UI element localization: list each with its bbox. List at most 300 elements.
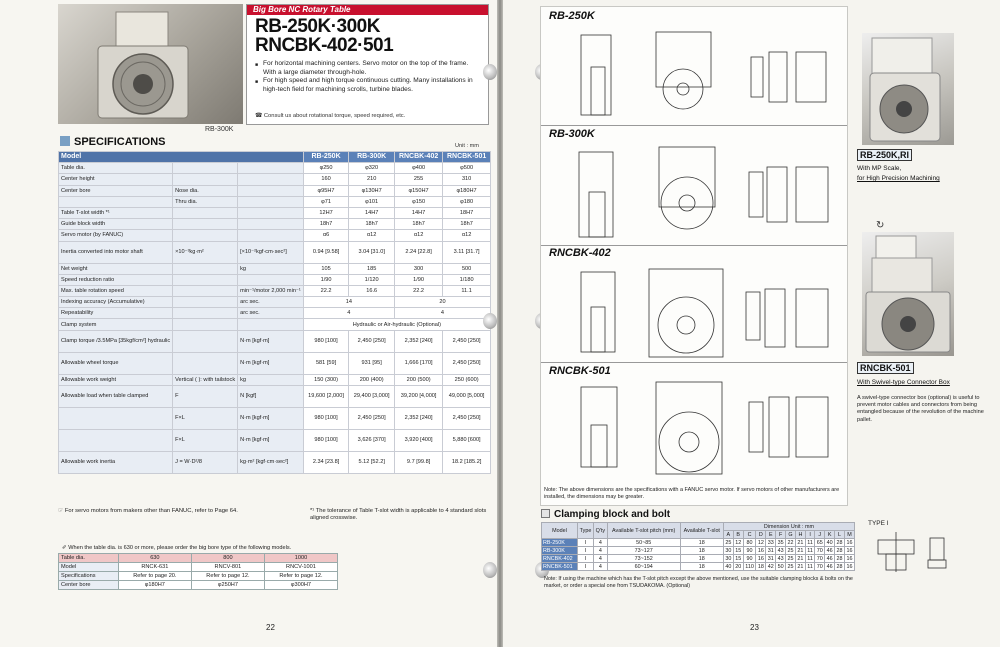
clamp-header-cell: D <box>756 531 766 539</box>
clamp-cell: 35 <box>777 539 784 546</box>
clamp-cell: 21 <box>797 555 804 562</box>
spec-cell: 11.1 <box>443 285 491 296</box>
spec-cell: 18.2 [185.2] <box>443 451 491 473</box>
clamp-cell: 18 <box>680 547 723 555</box>
spec-cell: 185 <box>349 263 395 274</box>
type-label: TYPE I <box>868 520 889 527</box>
title-banner: Big Bore NC Rotary Table <box>247 5 488 15</box>
bore-cell: Table dia. <box>59 554 119 563</box>
bore-cell: Specifications <box>59 572 119 581</box>
clamp-cell: 15 <box>735 547 742 554</box>
clamp-dimension-header: Dimension Unit : mm <box>723 523 854 531</box>
spec-cell: min⁻¹/motor 2,000 min⁻¹ <box>238 285 304 296</box>
bore-cell: φ180H7 <box>118 581 191 590</box>
clamp-cell: 70 <box>816 555 823 562</box>
spec-cell: 2,352 [240] <box>394 330 442 352</box>
side-photo-rncbk501 <box>862 232 954 356</box>
clamp-cell: 110 <box>743 563 756 571</box>
spec-cell: 49,000 [5,000] <box>443 385 491 407</box>
clamp-cell: 90 <box>743 555 756 563</box>
feature-bullets <box>255 60 483 94</box>
spec-cell: 2,352 [240] <box>394 407 442 429</box>
drawing-title: RB-300K <box>549 128 595 140</box>
title-line-2: RNCBK-402·501 <box>255 35 394 56</box>
clamp-cell: 25 <box>787 563 794 570</box>
spec-cell: N·m [kgf·m] <box>238 429 304 451</box>
spec-row <box>59 230 491 241</box>
spec-cell: 18h7 <box>443 219 491 230</box>
clamp-cell: 16 <box>844 555 854 563</box>
page-number: 22 <box>266 623 275 632</box>
spec-row <box>59 429 491 451</box>
spec-header-cell: Model <box>59 152 304 163</box>
clamp-cell: I <box>577 563 593 571</box>
spec-cell: 980 [100] <box>303 429 349 451</box>
clamping-heading: Clamping block and bolt <box>541 509 670 520</box>
clamp-cell: 12 <box>757 539 764 546</box>
clamp-cell: I <box>577 547 593 555</box>
bore-row <box>59 554 338 563</box>
spec-cell: 14H7 <box>349 207 395 218</box>
clamp-row <box>542 547 855 555</box>
square-icon <box>541 509 550 518</box>
clamp-cell: 70 <box>816 547 823 554</box>
model-sub-1: With MP Scale, <box>857 165 902 172</box>
bore-cell: 630 <box>118 554 191 563</box>
clamp-header-cell: A <box>723 531 733 539</box>
spec-cell: Allowable wheel torque <box>59 352 173 374</box>
bore-cell: Refer to page 12. <box>264 572 337 581</box>
clamp-cell: 16 <box>757 547 764 554</box>
spec-cell: kg·m² [kgf·cm·sec²] <box>238 451 304 473</box>
clamp-header-cell: M <box>844 531 854 539</box>
bore-cell: Model <box>59 563 119 572</box>
clamp-cell: 28 <box>836 539 843 546</box>
spec-row <box>59 385 491 407</box>
clamp-cell: 18 <box>757 563 764 570</box>
bore-cell: RNCV-801 <box>191 563 264 572</box>
spec-cell: F×L <box>173 429 238 451</box>
spec-cell: Max. table rotation speed <box>59 285 173 296</box>
clamp-cell: 20 <box>735 563 742 570</box>
spec-cell: 250 (600) <box>443 374 491 385</box>
clamp-cell: 46 <box>826 563 833 570</box>
spec-cell: 4 <box>303 308 394 319</box>
spec-cell <box>238 230 304 241</box>
clamp-cell: 18 <box>680 539 723 547</box>
clamp-cell: 25 <box>787 547 794 554</box>
spec-cell: 18h7 <box>349 219 395 230</box>
spec-cell <box>173 319 238 330</box>
spec-cell: φ150H7 <box>394 185 442 196</box>
clamp-header-cell: I <box>805 531 814 539</box>
spec-cell: F <box>173 385 238 407</box>
spec-cell: Allowable load when table clamped <box>59 385 173 407</box>
clamp-cell: 42 <box>767 563 774 570</box>
unit-label: Unit : mm <box>455 143 479 149</box>
spec-row <box>59 297 491 308</box>
clamp-cell: 65 <box>816 539 823 546</box>
spec-cell <box>238 274 304 285</box>
spec-cell: Guide block width <box>59 219 173 230</box>
clamp-row <box>542 539 855 547</box>
spec-cell: Table dia. <box>59 163 173 174</box>
clamp-header-cell: Available T-slot pitch (mm) <box>607 523 680 539</box>
clamp-header-cell: C <box>743 531 756 539</box>
spec-cell: 1,666 [170] <box>394 352 442 374</box>
clamp-cell: 50 <box>777 563 784 570</box>
product-photo-rb300k <box>58 4 243 124</box>
spec-cell <box>238 174 304 185</box>
spec-row <box>59 196 491 207</box>
spec-cell <box>173 285 238 296</box>
spec-row <box>59 407 491 429</box>
spec-row <box>59 451 491 473</box>
spec-row <box>59 308 491 319</box>
spec-cell: φ101 <box>349 196 395 207</box>
spec-cell: 20 <box>394 297 490 308</box>
spec-cell <box>59 429 173 451</box>
spec-cell: 2,450 [250] <box>443 352 491 374</box>
spec-cell: arc sec. <box>238 297 304 308</box>
spec-cell: Inertia converted into motor shaft <box>59 241 173 263</box>
spec-cell: 3.04 [31.0] <box>349 241 395 263</box>
spec-cell: α12 <box>349 230 395 241</box>
spec-cell: 200 (400) <box>349 374 395 385</box>
title-line-1: RB-250K·300K <box>255 16 380 37</box>
photo-caption: RB-300K <box>205 126 234 133</box>
clamp-block-drawing <box>868 530 960 580</box>
bore-cell: 800 <box>191 554 264 563</box>
rotate-icon: ↻ <box>876 220 885 231</box>
spec-cell: F×L <box>173 407 238 429</box>
spec-header-row <box>59 152 491 163</box>
clamp-cell: 70 <box>816 563 823 570</box>
clamp-header-cell: F <box>776 531 786 539</box>
spec-cell: 22.2 <box>394 285 442 296</box>
clamp-header-cell: Type <box>577 523 593 539</box>
clamp-cell: 12 <box>735 539 742 546</box>
binder-hole <box>483 313 497 329</box>
clamp-cell: RNCBK-402 <box>542 555 578 563</box>
clamp-cell: 11 <box>807 555 813 562</box>
spec-cell: 12H7 <box>303 207 349 218</box>
spec-cell: φ500 <box>443 163 491 174</box>
spec-header-cell: RNCBK-501 <box>443 152 491 163</box>
spec-cell: α12 <box>443 230 491 241</box>
clamp-cell: 11 <box>807 563 813 570</box>
spec-row <box>59 163 491 174</box>
bore-row <box>59 572 338 581</box>
spec-cell: 255 <box>394 174 442 185</box>
page-number: 23 <box>750 623 759 632</box>
spec-cell <box>173 174 238 185</box>
spec-cell: Center bore <box>59 185 173 196</box>
spec-cell: φ250 <box>303 163 349 174</box>
bore-cell: Center bore <box>59 581 119 590</box>
spec-cell: 980 [100] <box>303 407 349 429</box>
model-label-rb250k-ri: RB-250K,RI <box>857 149 912 161</box>
spec-cell: Indexing accuracy (Accumulative) <box>59 297 173 308</box>
clamp-cell: 15 <box>735 555 742 562</box>
spec-cell: φ95H7 <box>303 185 349 196</box>
spec-row <box>59 330 491 352</box>
clamp-cell: 25 <box>725 539 732 546</box>
spec-cell: kg <box>238 374 304 385</box>
spec-cell: 3,920 [400] <box>394 429 442 451</box>
clamp-cell: 30 <box>725 547 732 554</box>
clamp-cell: 11 <box>807 539 813 546</box>
spec-cell: Allowable work inertia <box>59 451 173 473</box>
spec-cell: Thru dia. <box>173 196 238 207</box>
spec-cell: 2,450 [250] <box>443 330 491 352</box>
spec-row <box>59 185 491 196</box>
spec-cell: ×10⁻³kg·m² <box>173 241 238 263</box>
product-title <box>255 17 393 55</box>
spec-cell: 5.12 [52.2] <box>349 451 395 473</box>
spec-cell: Servo motor (by FANUC) <box>59 230 173 241</box>
spec-cell: 500 <box>443 263 491 274</box>
spec-cell <box>59 196 173 207</box>
clamp-cell: 25 <box>787 555 794 562</box>
technical-drawings <box>541 7 849 487</box>
bore-cell: 1000 <box>264 554 337 563</box>
spec-cell: 14H7 <box>394 207 442 218</box>
spec-cell: 150 (300) <box>303 374 349 385</box>
spec-row <box>59 207 491 218</box>
clamp-cell: I <box>577 539 593 547</box>
binder-hole <box>483 562 497 578</box>
clamp-cell: 4 <box>594 555 608 563</box>
spec-row <box>59 174 491 185</box>
model-label-rncbk501: RNCBK-501 <box>857 362 914 374</box>
spec-row <box>59 263 491 274</box>
clamp-cell: 22 <box>787 539 794 546</box>
spec-cell: 300 <box>394 263 442 274</box>
clamp-header-cell: E <box>766 531 776 539</box>
consult-note: ☎ Consult us about rotational torque, speed required, etc. <box>255 113 406 119</box>
spec-cell: φ180H7 <box>443 185 491 196</box>
spec-cell <box>238 207 304 218</box>
spec-cell: Table T-slot width *¹ <box>59 207 173 218</box>
spec-cell: Clamp system <box>59 319 173 330</box>
clamp-cell: 33 <box>767 539 774 546</box>
spec-cell: 29,400 [3,000] <box>349 385 395 407</box>
clamp-cell: 30 <box>725 555 732 562</box>
spec-cell: Net weight <box>59 263 173 274</box>
spec-cell: 980 [100] <box>303 330 349 352</box>
spec-cell: 0.94 [9.58] <box>303 241 349 263</box>
spec-cell: φ71 <box>303 196 349 207</box>
clamp-cell: 50~85 <box>607 539 680 547</box>
clamp-header-cell: H <box>795 531 805 539</box>
clamp-header-cell: J <box>815 531 825 539</box>
clamp-row <box>542 563 855 571</box>
spec-cell: 18h7 <box>303 219 349 230</box>
bore-cell: RNCV-1001 <box>264 563 337 572</box>
clamp-cell: 46 <box>826 547 833 554</box>
bigbore-note: ✐ When the table dia. is 630 or more, please order the big bore type of the following models. <box>62 545 292 551</box>
spec-cell: Repeatability <box>59 308 173 319</box>
clamp-cell: 73~127 <box>607 547 680 555</box>
clamp-cell: RB-250K <box>542 539 578 547</box>
spec-cell: [×10⁻²kgf·cm·sec²] <box>238 241 304 263</box>
spec-cell: Speed reduction ratio <box>59 274 173 285</box>
spec-cell: 9.7 [99.8] <box>394 451 442 473</box>
spec-cell: 310 <box>443 174 491 185</box>
spec-cell <box>173 330 238 352</box>
clamp-header-row <box>542 523 855 531</box>
spec-cell: φ320 <box>349 163 395 174</box>
spec-cell: α12 <box>394 230 442 241</box>
clamping-note: Note: If using the machine which has the T-slot pitch except the above mentioned, use the suitable clamping blocks & bolts on the market, or order a special one from TSUDAKOMA. (Optional) <box>544 576 853 589</box>
specifications-heading: SPECIFICATIONS <box>60 136 165 148</box>
clamp-cell: 16 <box>757 555 764 562</box>
spec-cell: Vertical ( ): with tailstock <box>173 374 238 385</box>
spec-cell: 200 (500) <box>394 374 442 385</box>
footnote-tslot: *¹ The tolerance of Table T-slot width is applicable to 4 standard slots aligned crosswise. <box>310 508 487 521</box>
spec-header-cell: RB-300K <box>349 152 395 163</box>
spec-cell: 931 [95] <box>349 352 395 374</box>
spec-header-cell: RB-250K <box>303 152 349 163</box>
clamp-cell: 43 <box>777 547 784 554</box>
spec-cell: 4 <box>394 308 490 319</box>
spec-row <box>59 285 491 296</box>
clamp-cell: 28 <box>836 555 843 562</box>
bore-cell: φ250H7 <box>191 581 264 590</box>
spec-row <box>59 274 491 285</box>
spec-cell: 19,600 [2,000] <box>303 385 349 407</box>
spec-cell: 18h7 <box>394 219 442 230</box>
spec-cell: Nose dia. <box>173 185 238 196</box>
bore-row <box>59 563 338 572</box>
spec-cell: 1/90 <box>394 274 442 285</box>
spec-cell <box>173 219 238 230</box>
clamp-header-cell: B <box>733 531 743 539</box>
clamp-cell: 28 <box>836 563 843 570</box>
spec-row <box>59 319 491 330</box>
spec-cell: kg <box>238 263 304 274</box>
bore-cell: Refer to page 12. <box>191 572 264 581</box>
spec-cell: 2,450 [250] <box>349 407 395 429</box>
spec-header-cell: RNCBK-402 <box>394 152 442 163</box>
specifications-table <box>58 151 491 474</box>
clamp-cell: 4 <box>594 539 608 547</box>
bore-cell: RNCK-631 <box>118 563 191 572</box>
spec-cell <box>173 207 238 218</box>
footnote-motors: ☞ For servo motors from makers other than FANUC, refer to Page 64. <box>58 508 238 514</box>
drawing-title: RNCBK-402 <box>549 247 611 259</box>
spec-cell: 22.2 <box>303 285 349 296</box>
title-box <box>246 4 489 125</box>
spec-cell: 39,200 [4,000] <box>394 385 442 407</box>
spec-cell: 2.24 [22.8] <box>394 241 442 263</box>
spec-cell <box>238 319 304 330</box>
spec-cell: φ180 <box>443 196 491 207</box>
spec-cell: φ150 <box>394 196 442 207</box>
spec-cell <box>173 230 238 241</box>
clamp-cell: 18 <box>680 563 723 571</box>
spec-cell: N·m [kgf·m] <box>238 407 304 429</box>
spec-cell <box>173 308 238 319</box>
clamp-cell: 4 <box>594 563 608 571</box>
bigbore-table <box>58 553 338 590</box>
clamp-cell: 21 <box>797 563 804 570</box>
binder-hole <box>483 64 497 80</box>
spec-cell: Allowable work weight <box>59 374 173 385</box>
book-icon <box>60 136 70 146</box>
clamp-header-cell: Available T-slot <box>680 523 723 539</box>
spec-cell: φ400 <box>394 163 442 174</box>
spec-cell <box>173 263 238 274</box>
clamp-cell: I <box>577 555 593 563</box>
spec-cell: 2,450 [250] <box>349 330 395 352</box>
spec-cell: 16.6 <box>349 285 395 296</box>
clamp-cell: 18 <box>680 555 723 563</box>
spec-cell: 160 <box>303 174 349 185</box>
clamp-row <box>542 555 855 563</box>
spec-cell: 2.34 [23.8] <box>303 451 349 473</box>
drawing-note: Note: The above dimensions are the specifications with a FANUC servo motor. If servo motors of other manufacturers are installed, the dimensions may be greater. <box>544 487 840 500</box>
spec-cell <box>173 163 238 174</box>
spec-cell: 2,450 [250] <box>443 407 491 429</box>
spec-cell: Center height <box>59 174 173 185</box>
spec-cell <box>59 407 173 429</box>
spec-cell <box>173 274 238 285</box>
spec-cell: α6 <box>303 230 349 241</box>
clamp-cell: 16 <box>844 563 854 571</box>
spec-cell: J = W·D²/8 <box>173 451 238 473</box>
clamp-cell: 80 <box>743 539 756 547</box>
spec-cell: 14 <box>303 297 394 308</box>
clamping-table <box>541 522 855 571</box>
bore-row <box>59 581 338 590</box>
page-22 <box>0 0 497 647</box>
connector-box-description: A swivel-type connector box (optional) is useful to prevent motor cables and connectors from being entangled because of the revolution of the machine pallet. <box>857 395 984 423</box>
spec-cell: N·m [kgf·m] <box>238 352 304 374</box>
clamp-header-cell: K <box>825 531 835 539</box>
model-sub-2: for High Precision Machining <box>857 175 940 182</box>
spec-cell <box>238 185 304 196</box>
spec-cell: 1/90 <box>303 274 349 285</box>
drawing-title: RNCBK-501 <box>549 365 611 377</box>
spec-cell: 105 <box>303 263 349 274</box>
spec-cell: 581 [59] <box>303 352 349 374</box>
spec-cell: φ130H7 <box>349 185 395 196</box>
bore-cell: Refer to page 20. <box>118 572 191 581</box>
spec-cell <box>238 219 304 230</box>
clamp-cell: 21 <box>797 547 804 554</box>
clamp-cell: RB-300K <box>542 547 578 555</box>
clamp-cell: 31 <box>767 547 774 554</box>
spec-cell <box>173 297 238 308</box>
clamp-cell: 40 <box>725 563 732 570</box>
dimension-drawings <box>540 6 848 506</box>
side-photo-rb250k-ri <box>862 33 954 145</box>
clamp-cell: 28 <box>836 547 843 554</box>
spec-row <box>59 219 491 230</box>
clamp-cell: 60~194 <box>607 563 680 571</box>
spec-cell <box>238 196 304 207</box>
bore-cell: φ300H7 <box>264 581 337 590</box>
model-sub-3: With Swivel-type Connector Box <box>857 379 950 386</box>
clamp-cell: 21 <box>797 539 804 546</box>
clamp-cell: 31 <box>767 555 774 562</box>
clamp-header-cell: Model <box>542 523 578 539</box>
clamp-header-cell: L <box>835 531 845 539</box>
clamp-cell: 46 <box>826 555 833 562</box>
clamp-cell: 40 <box>826 539 833 546</box>
